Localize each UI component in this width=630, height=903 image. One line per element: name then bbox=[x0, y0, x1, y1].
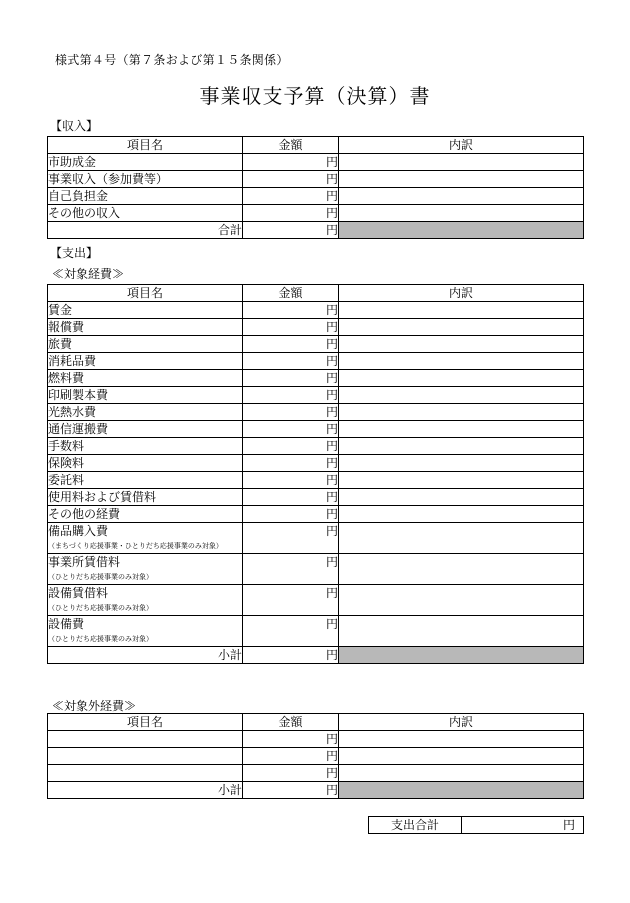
non-target-subtotal-label: 小計 bbox=[48, 782, 243, 799]
amount-cell[interactable] bbox=[243, 171, 339, 188]
item-note: （ひとりだち応援事業のみ対象） bbox=[48, 604, 153, 612]
table-row bbox=[48, 205, 584, 222]
header-amount: 金額 bbox=[243, 137, 339, 154]
yen-unit: 円 bbox=[325, 732, 338, 746]
item-name: 印刷製本費 bbox=[48, 387, 243, 404]
yen-unit: 円 bbox=[325, 766, 338, 780]
yen-unit: 円 bbox=[325, 303, 338, 317]
income-section-label: 【収入】 bbox=[50, 119, 99, 133]
breakdown-cell[interactable] bbox=[339, 188, 584, 205]
item-name: 燃料費 bbox=[48, 370, 243, 387]
grand-total-row bbox=[369, 817, 584, 834]
item-name-special bbox=[48, 554, 243, 585]
header-breakdown: 内訳 bbox=[339, 137, 584, 154]
yen-unit: 円 bbox=[325, 586, 338, 600]
table-row bbox=[48, 554, 584, 585]
breakdown-cell[interactable] bbox=[339, 455, 584, 472]
table-row bbox=[48, 421, 584, 438]
target-subtotal-amount[interactable] bbox=[243, 647, 339, 664]
item-note: （まちづくり応援事業・ひとりだち応援事業のみ対象） bbox=[48, 542, 223, 550]
non-target-header-row bbox=[48, 714, 584, 731]
yen-unit: 円 bbox=[325, 524, 338, 538]
amount-cell[interactable] bbox=[243, 523, 339, 554]
amount-cell[interactable] bbox=[243, 472, 339, 489]
item-name: その他の収入 bbox=[48, 205, 243, 222]
item-name-special bbox=[48, 616, 243, 647]
item-name: 賃金 bbox=[48, 302, 243, 319]
non-target-subtotal-amount[interactable] bbox=[243, 782, 339, 799]
income-header-row bbox=[48, 137, 584, 154]
item-name: 光熱水費 bbox=[48, 404, 243, 421]
table-row bbox=[48, 765, 584, 782]
breakdown-cell[interactable] bbox=[339, 302, 584, 319]
table-row bbox=[48, 319, 584, 336]
amount-cell[interactable] bbox=[243, 748, 339, 765]
breakdown-cell[interactable] bbox=[339, 438, 584, 455]
table-row bbox=[48, 387, 584, 404]
yen-unit: 円 bbox=[325, 354, 338, 368]
breakdown-cell[interactable] bbox=[339, 353, 584, 370]
target-subtotal-row bbox=[48, 647, 584, 664]
header-breakdown: 内訳 bbox=[339, 714, 584, 731]
breakdown-cell[interactable] bbox=[339, 554, 584, 585]
non-target-expense-table bbox=[47, 713, 584, 799]
target-expense-table bbox=[47, 284, 584, 664]
amount-cell[interactable] bbox=[243, 585, 339, 616]
table-row bbox=[48, 188, 584, 205]
table-row bbox=[48, 506, 584, 523]
yen-unit: 円 bbox=[325, 617, 338, 631]
breakdown-cell[interactable] bbox=[339, 489, 584, 506]
breakdown-cell[interactable] bbox=[339, 585, 584, 616]
item-name: 手数料 bbox=[48, 438, 243, 455]
income-total-label: 合計 bbox=[48, 222, 243, 239]
amount-cell[interactable] bbox=[243, 421, 339, 438]
table-row bbox=[48, 731, 584, 748]
item-name-cell[interactable] bbox=[48, 748, 243, 765]
breakdown-cell[interactable] bbox=[339, 319, 584, 336]
amount-cell[interactable] bbox=[243, 188, 339, 205]
item-name-cell[interactable] bbox=[48, 731, 243, 748]
yen-unit: 円 bbox=[325, 456, 338, 470]
amount-cell[interactable] bbox=[243, 616, 339, 647]
yen-unit: 円 bbox=[325, 783, 338, 797]
table-row bbox=[48, 616, 584, 647]
yen-unit: 円 bbox=[325, 155, 338, 169]
yen-unit: 円 bbox=[325, 490, 338, 504]
item-name: 通信運搬費 bbox=[48, 421, 243, 438]
item-name: 旅費 bbox=[48, 336, 243, 353]
yen-unit: 円 bbox=[325, 189, 338, 203]
income-table bbox=[47, 136, 584, 239]
income-total-row bbox=[48, 222, 584, 239]
item-name: 事業収入（参加費等） bbox=[48, 171, 243, 188]
yen-unit: 円 bbox=[325, 405, 338, 419]
breakdown-cell[interactable] bbox=[339, 616, 584, 647]
amount-cell[interactable] bbox=[243, 404, 339, 421]
breakdown-cell[interactable] bbox=[339, 765, 584, 782]
target-expense-rows bbox=[48, 302, 584, 523]
breakdown-cell[interactable] bbox=[339, 472, 584, 489]
yen-unit: 円 bbox=[562, 818, 575, 832]
table-row bbox=[48, 438, 584, 455]
amount-cell[interactable] bbox=[243, 154, 339, 171]
header-item: 項目名 bbox=[48, 714, 243, 731]
form-number: 様式第４号（第７条および第１５条関係） bbox=[55, 53, 289, 67]
yen-unit: 円 bbox=[325, 439, 338, 453]
header-amount: 金額 bbox=[243, 285, 339, 302]
item-name: その他の経費 bbox=[48, 506, 243, 523]
breakdown-cell[interactable] bbox=[339, 404, 584, 421]
yen-unit: 円 bbox=[325, 555, 338, 569]
header-amount: 金額 bbox=[243, 714, 339, 731]
yen-unit: 円 bbox=[325, 371, 338, 385]
breakdown-cell[interactable] bbox=[339, 154, 584, 171]
amount-cell[interactable] bbox=[243, 370, 339, 387]
item-name: 報償費 bbox=[48, 319, 243, 336]
table-row bbox=[48, 404, 584, 421]
shaded-cell bbox=[339, 222, 584, 239]
table-row bbox=[48, 353, 584, 370]
table-row bbox=[48, 489, 584, 506]
expense-section-label: 【支出】 bbox=[50, 246, 99, 260]
target-expense-label: ≪対象経費≫ bbox=[52, 267, 125, 281]
table-row bbox=[48, 171, 584, 188]
item-name-cell[interactable] bbox=[48, 765, 243, 782]
amount-cell[interactable] bbox=[243, 302, 339, 319]
amount-cell[interactable] bbox=[243, 319, 339, 336]
expense-grand-total-box bbox=[368, 816, 584, 834]
amount-cell[interactable] bbox=[243, 455, 339, 472]
table-row bbox=[48, 455, 584, 472]
breakdown-cell[interactable] bbox=[339, 748, 584, 765]
breakdown-cell[interactable] bbox=[339, 731, 584, 748]
yen-unit: 円 bbox=[325, 388, 338, 402]
target-header-row bbox=[48, 285, 584, 302]
grand-total-amount[interactable] bbox=[462, 817, 584, 834]
table-row bbox=[48, 302, 584, 319]
target-subtotal-label: 小計 bbox=[48, 647, 243, 664]
non-target-subtotal-row bbox=[48, 782, 584, 799]
table-row bbox=[48, 472, 584, 489]
breakdown-cell[interactable] bbox=[339, 370, 584, 387]
item-name: 使用料および賃借料 bbox=[48, 489, 243, 506]
table-row bbox=[48, 748, 584, 765]
table-row bbox=[48, 370, 584, 387]
non-target-expense-label: ≪対象外経費≫ bbox=[52, 699, 137, 713]
item-name: 自己負担金 bbox=[48, 188, 243, 205]
amount-cell[interactable] bbox=[243, 387, 339, 404]
income-total-amount[interactable] bbox=[243, 222, 339, 239]
breakdown-cell[interactable] bbox=[339, 336, 584, 353]
item-name: 市助成金 bbox=[48, 154, 243, 171]
header-item: 項目名 bbox=[48, 285, 243, 302]
item-name: 保険料 bbox=[48, 455, 243, 472]
table-row bbox=[48, 154, 584, 171]
amount-cell[interactable] bbox=[243, 353, 339, 370]
item-name: 委託料 bbox=[48, 472, 243, 489]
item-name: 事業所賃借料 bbox=[48, 555, 121, 569]
yen-unit: 円 bbox=[325, 473, 338, 487]
amount-cell[interactable] bbox=[243, 554, 339, 585]
yen-unit: 円 bbox=[325, 749, 338, 763]
item-name-special bbox=[48, 585, 243, 616]
item-name: 設備費 bbox=[48, 617, 85, 631]
item-name: 消耗品費 bbox=[48, 353, 243, 370]
breakdown-cell[interactable] bbox=[339, 421, 584, 438]
yen-unit: 円 bbox=[325, 320, 338, 334]
yen-unit: 円 bbox=[325, 223, 338, 237]
yen-unit: 円 bbox=[325, 648, 338, 662]
shaded-cell bbox=[339, 647, 584, 664]
amount-cell[interactable] bbox=[243, 438, 339, 455]
header-breakdown: 内訳 bbox=[339, 285, 584, 302]
amount-cell[interactable] bbox=[243, 731, 339, 748]
breakdown-cell[interactable] bbox=[339, 523, 584, 554]
yen-unit: 円 bbox=[325, 422, 338, 436]
amount-cell[interactable] bbox=[243, 489, 339, 506]
breakdown-cell[interactable] bbox=[339, 171, 584, 188]
item-name: 設備賃借料 bbox=[48, 586, 109, 600]
item-note: （ひとりだち応援事業のみ対象） bbox=[48, 635, 153, 643]
amount-cell[interactable] bbox=[243, 205, 339, 222]
shaded-cell bbox=[339, 782, 584, 799]
table-row bbox=[48, 336, 584, 353]
breakdown-cell[interactable] bbox=[339, 506, 584, 523]
breakdown-cell[interactable] bbox=[339, 387, 584, 404]
breakdown-cell[interactable] bbox=[339, 205, 584, 222]
amount-cell[interactable] bbox=[243, 336, 339, 353]
item-name: 備品購入費 bbox=[48, 524, 109, 538]
yen-unit: 円 bbox=[325, 337, 338, 351]
amount-cell[interactable] bbox=[243, 765, 339, 782]
amount-cell[interactable] bbox=[243, 506, 339, 523]
yen-unit: 円 bbox=[325, 206, 338, 220]
item-note: （ひとりだち応援事業のみ対象） bbox=[48, 573, 153, 581]
yen-unit: 円 bbox=[325, 507, 338, 521]
item-name-special bbox=[48, 523, 243, 554]
header-item: 項目名 bbox=[48, 137, 243, 154]
document-title: 事業収支予算（決算）書 bbox=[199, 84, 431, 108]
grand-total-label: 支出合計 bbox=[369, 817, 462, 834]
yen-unit: 円 bbox=[325, 172, 338, 186]
table-row bbox=[48, 523, 584, 554]
table-row bbox=[48, 585, 584, 616]
